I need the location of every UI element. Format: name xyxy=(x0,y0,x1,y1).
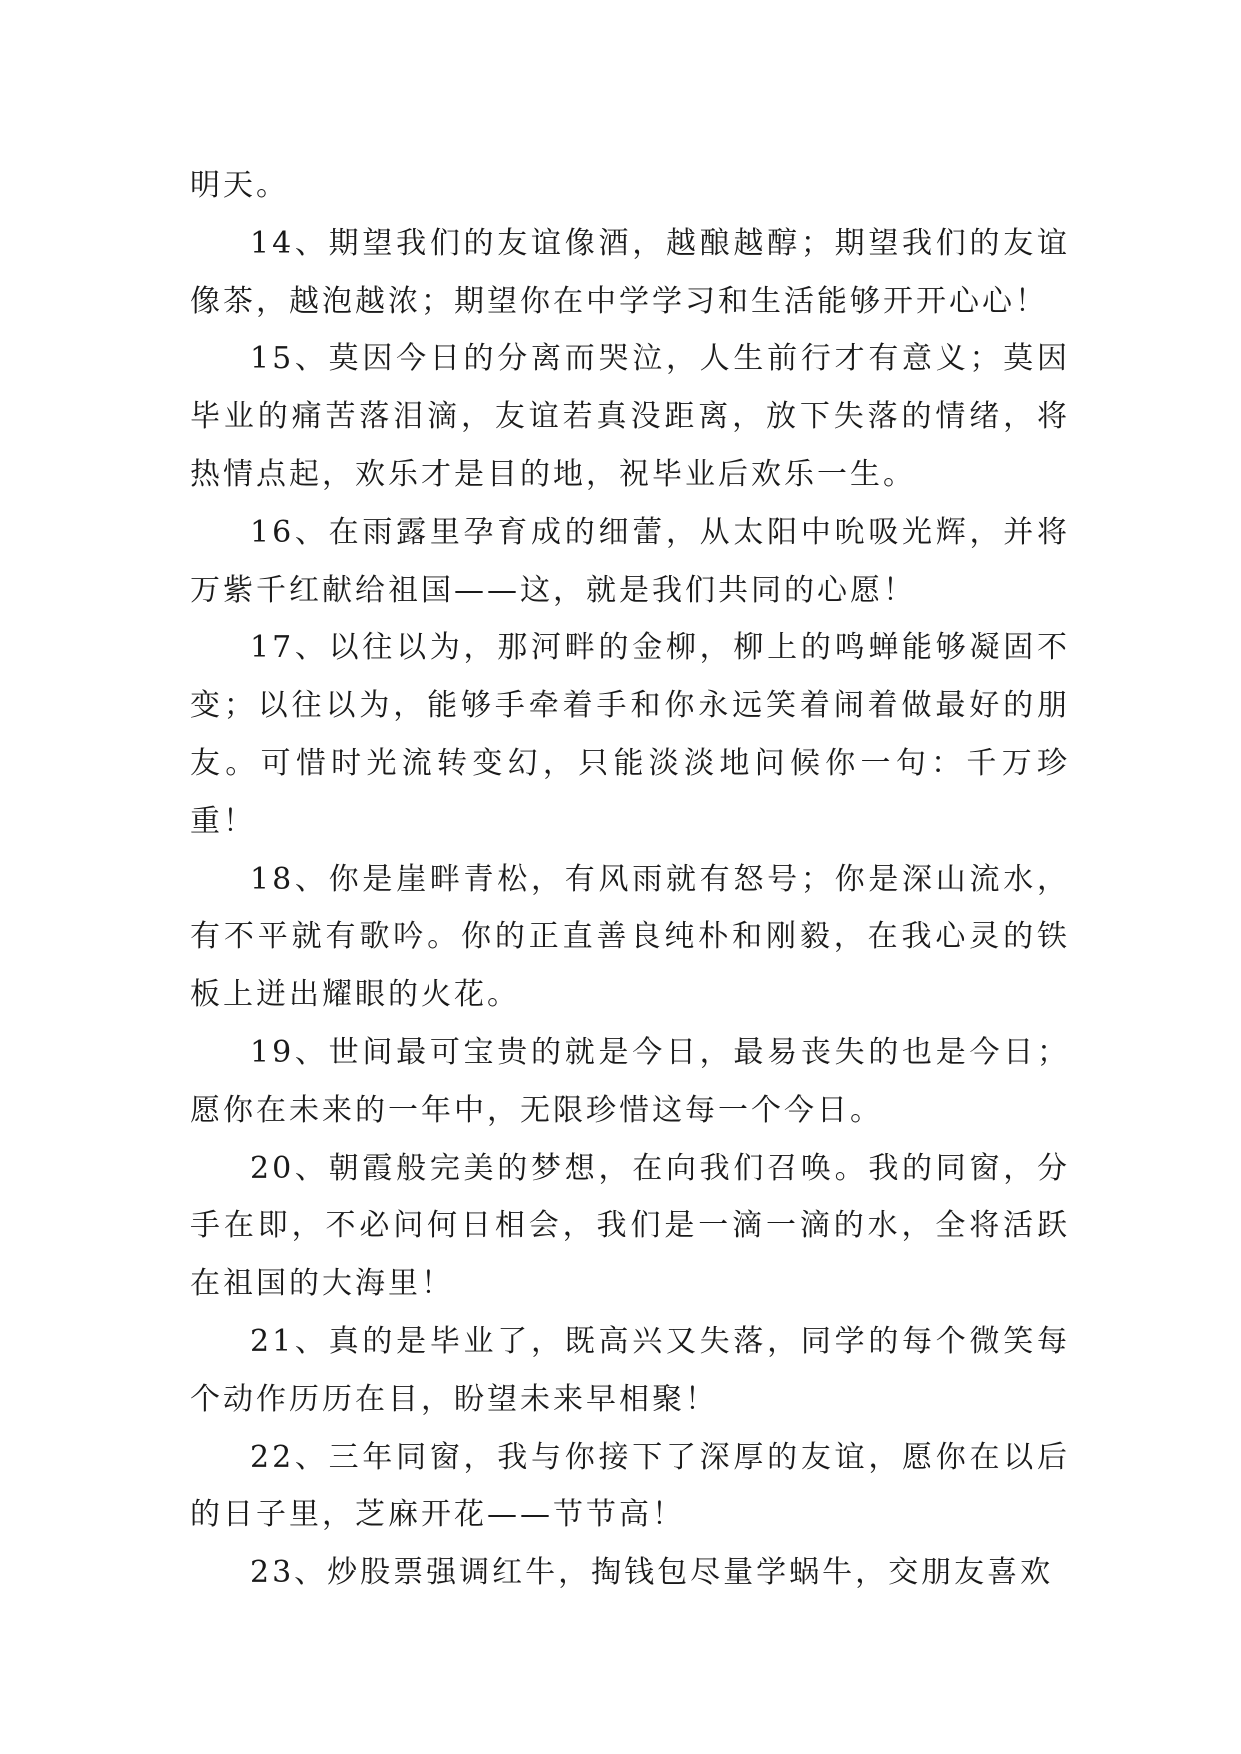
paragraph-22: 22、三年同窗，我与你接下了深厚的友谊，愿你在以后的日子里，芝麻开花——节节高！ xyxy=(190,1439,1070,1533)
paragraph-19: 19、世间最可宝贵的就是今日，最易丧失的也是今日；愿你在未来的一年中，无限珍惜这每一个今日。 xyxy=(190,1034,1070,1128)
paragraph-23: 23、炒股票强调红牛，掏钱包尽量学蜗牛，交朋友喜欢 xyxy=(250,1555,1054,1591)
paragraph-17: 17、以往以为，那河畔的金柳，柳上的鸣蝉能够凝固不变；以往以为，能够手牵着手和你永远笑着闹着做最好的朋友。可惜时光流转变幻，只能淡淡地问候你一句：千万珍重！ xyxy=(190,630,1070,839)
document-body xyxy=(190,157,1070,1602)
paragraph-18: 18、你是崖畔青松，有风雨就有怒号；你是深山流水，有不平就有歌吟。你的正直善良纯朴和刚毅，在我心灵的铁板上迸出耀眼的火花。 xyxy=(190,861,1070,1013)
paragraph-20: 20、朝霞般完美的梦想，在向我们召唤。我的同窗，分手在即，不必问何日相会，我们是一滴一滴的水，全将活跃在祖国的大海里！ xyxy=(190,1150,1070,1302)
paragraph-16: 16、在雨露里孕育成的细蕾，从太阳中吮吸光辉，并将万紫千红献给祖国——这，就是我们共同的心愿！ xyxy=(190,514,1070,608)
paragraph-continuation: 明天。 xyxy=(190,168,289,203)
paragraph-15: 15、莫因今日的分离而哭泣，人生前行才有意义；莫因毕业的痛苦落泪滴，友谊若真没距离，放下失落的情绪，将热情点起，欢乐才是目的地，祝毕业后欢乐一生。 xyxy=(190,341,1070,492)
paragraph-21: 21、真的是毕业了，既高兴又失落，同学的每个微笑每个动作历历在目，盼望未来早相聚！ xyxy=(190,1323,1070,1417)
paragraph-14: 14、期望我们的友谊像酒，越酿越醇；期望我们的友谊像茶，越泡越浓；期望你在中学学习和生活能够开开心心！ xyxy=(190,225,1070,319)
